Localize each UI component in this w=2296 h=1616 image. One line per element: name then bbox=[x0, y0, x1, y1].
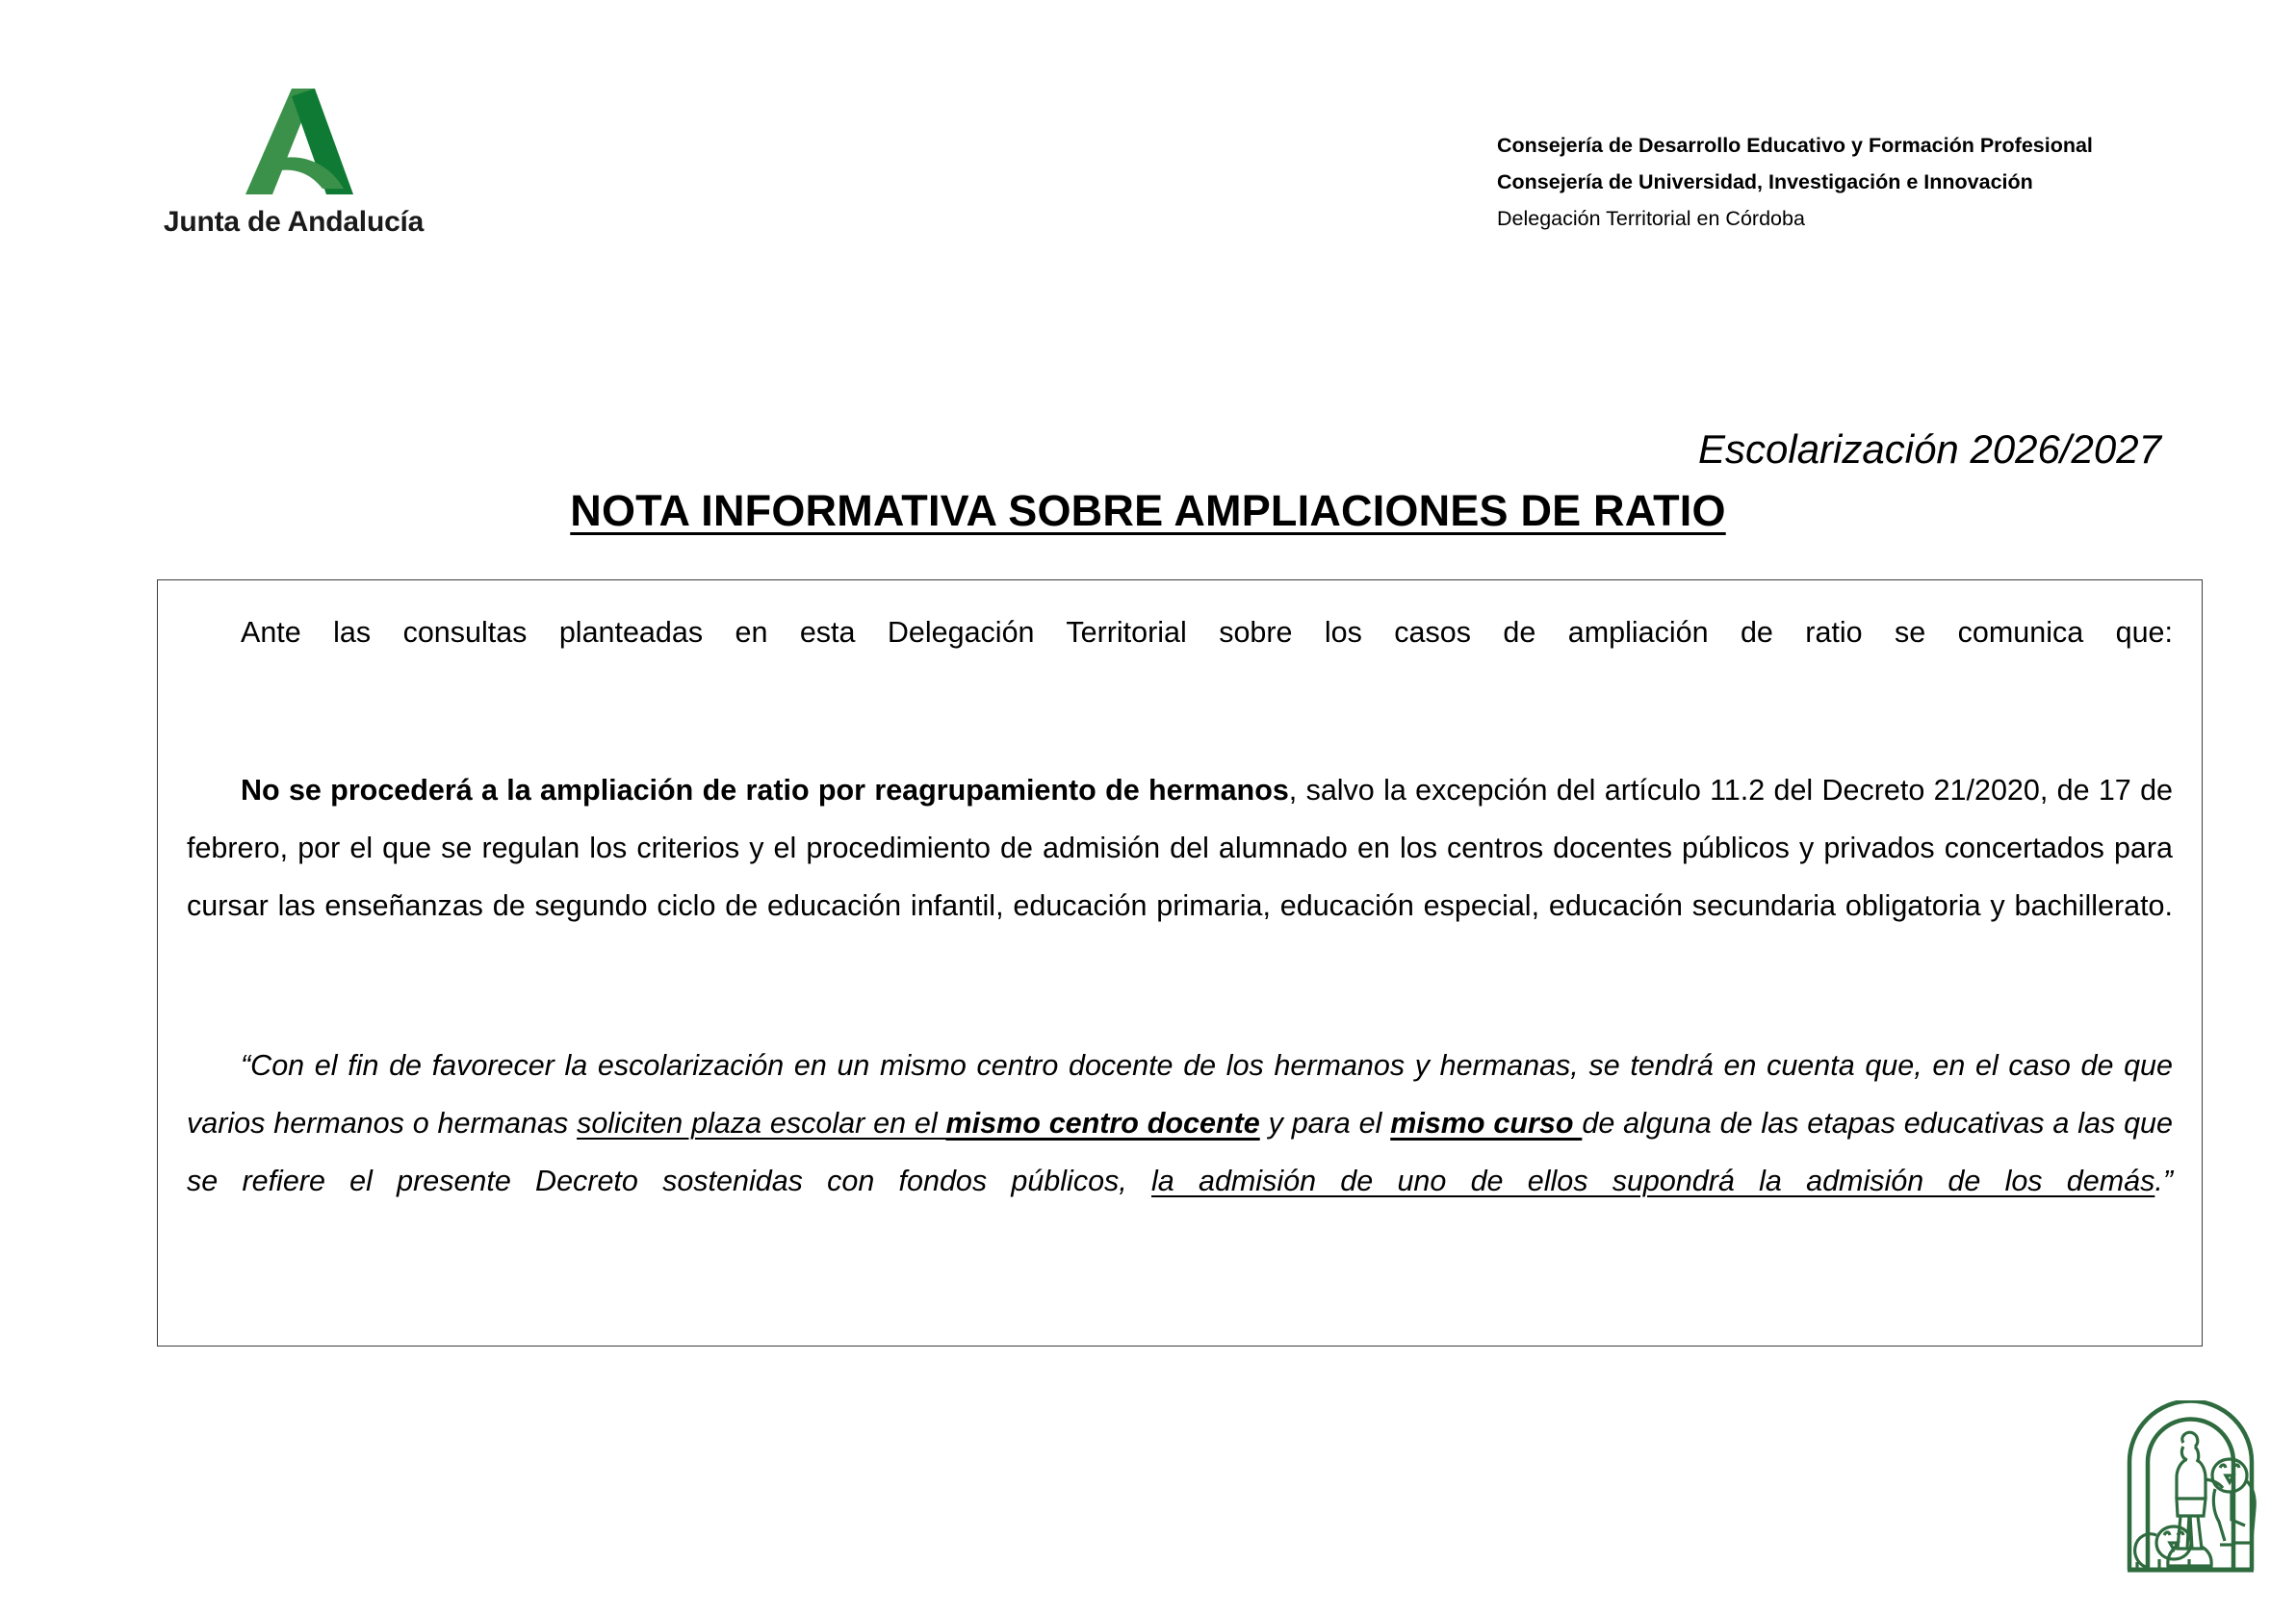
consejeria-heading bbox=[1497, 127, 2257, 237]
junta-andalucia-wordmark: Junta de Andalucía bbox=[163, 206, 425, 238]
consejeria-line-1: Consejería de Desarrollo Educativo y Formación Profesional bbox=[1497, 134, 2093, 157]
quote-segment-2: y para el bbox=[1259, 1107, 1391, 1140]
quote-underlined-segment-2: la admisión de uno de ellos supondrá la admisión de los demás bbox=[1151, 1165, 2155, 1197]
quote-open-mark: “ bbox=[241, 1049, 251, 1082]
campaign-subtitle: Escolarización 2026/2027 bbox=[1698, 426, 2161, 472]
paragraph-intro bbox=[187, 603, 2173, 719]
document-header bbox=[0, 0, 2296, 289]
consejeria-line-2: Consejería de Universidad, Investigación e Innovación bbox=[1497, 170, 2033, 193]
quote-underlined-segment-1: soliciten plaza escolar en el bbox=[577, 1107, 946, 1140]
intro-text: Ante las consultas planteadas en esta Delegación Territorial sobre los casos de ampliación de ratio se comunica que: bbox=[241, 616, 2173, 649]
delegacion-line: Delegación Territorial en Córdoba bbox=[1497, 207, 1805, 230]
paragraph-main-rule bbox=[187, 761, 2173, 992]
escudo-andalucia-hercules-leones bbox=[2116, 1400, 2265, 1574]
notice-content-box bbox=[157, 579, 2203, 1347]
notice-content bbox=[158, 580, 2202, 1268]
page-title-text: NOTA INFORMATIVA SOBRE AMPLIACIONES DE RATIO bbox=[570, 486, 1726, 535]
junta-andalucia-a-mark bbox=[207, 85, 380, 198]
quote-segment-3: de alguna de las etapas educativas a las que se refiere el presente Decreto sostenidas con fondos públicos, bbox=[187, 1107, 2173, 1197]
quote-close-mark: .” bbox=[2154, 1165, 2173, 1197]
page-title bbox=[0, 486, 2296, 536]
rule-rest-text: , salvo la excepción del artículo 11.2 del Decreto 21/2020, de 17 de febrero, por el que se regulan los criterios y el procedimiento de admisión del alumnado en los centros docentes públicos y privados concertados para cursar las enseñanzas de segundo ciclo de educación infantil, educación primaria, educación especial, educación secundaria obligatoria y bachillerato. bbox=[187, 774, 2173, 922]
junta-andalucia-logo bbox=[135, 85, 452, 239]
quote-segment-1: Con el fin de favorecer la escolarización en un mismo centro docente de los hermanos y hermanas, se tendrá en cuenta que, en el caso de que varios hermanos o hermanas bbox=[187, 1049, 2173, 1140]
quote-bold-underlined-centro: mismo centro docente bbox=[945, 1107, 1260, 1140]
quote-bold-underlined-curso: mismo curso bbox=[1390, 1107, 1583, 1140]
rule-bold-text: No se procederá a la ampliación de ratio por reagrupamiento de hermanos bbox=[241, 774, 1289, 807]
paragraph-decree-quote bbox=[187, 1037, 2173, 1268]
